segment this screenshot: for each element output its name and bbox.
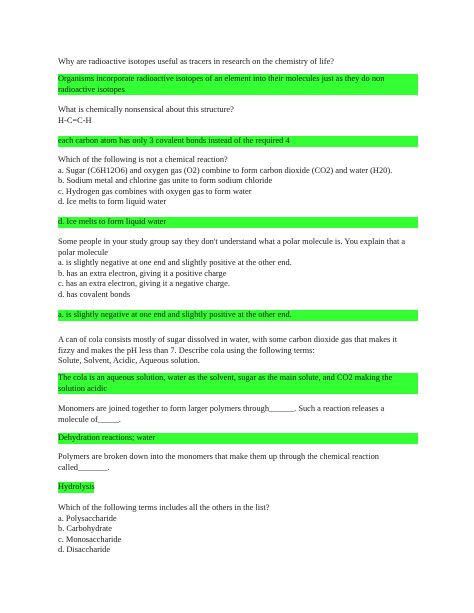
question-line: fizzy and makes the pH less than 7. Describe cola using the following terms: — [58, 345, 315, 355]
option-line: c. Monosaccharide — [58, 534, 122, 544]
question-2 — [58, 105, 418, 126]
option-line: c. has an extra electron, giving it a negative charge. — [58, 279, 230, 289]
question-line: A can of cola consists mostly of sugar dissolved in water, with some carbon dioxide gas that makes it — [58, 335, 398, 344]
question-line: Monomers are joined together to form larger polymers through______. Such a reaction releases a — [58, 404, 385, 413]
question-line: H-C=C-H — [58, 115, 92, 125]
option-line: b. Carbohydrate — [58, 524, 112, 534]
question-3 — [58, 155, 418, 208]
option-line: c. Hydrogen gas combines with oxygen gas to form water — [58, 186, 252, 196]
question-line: Solute, Solvent, Acidic, Aqueous solution. — [58, 356, 200, 366]
question-6 — [58, 404, 418, 425]
answer-text: Dehydration reactions; water — [58, 433, 156, 442]
question-line: What is chemically nonsensical about this structure? — [58, 105, 234, 114]
question-line: molecule of_____. — [58, 414, 121, 424]
answer-text: a. is slightly negative at one end and slightly positive at the other end. — [58, 310, 292, 319]
question-line: Which of the following is not a chemical reaction? — [58, 155, 228, 164]
answer-text: each carbon atom has only 3 covalent bonds instead of the required 4 — [58, 136, 290, 145]
question-line: Why are radioactive isotopes useful as tracers in research on the chemistry of life? — [58, 57, 335, 66]
answer-text: Organisms incorporate radioactive isotopes of an element into their molecules just as they do non radioactive isotopes — [58, 74, 385, 94]
question-line: Which of the following terms includes all the others in the list? — [58, 503, 270, 512]
question-4 — [58, 237, 418, 301]
option-line: b. Sodium metal and chlorine gas unite to form sodium chloride — [58, 176, 273, 186]
answer-6 — [58, 433, 418, 444]
question-line: Polymers are broken down into the monomers that make them up through the chemical reaction — [58, 452, 379, 461]
option-line: d. has covalent bonds — [58, 289, 131, 299]
question-line: Some people in your study group say they don't understand what a polar molecule is. You explain that a — [58, 237, 406, 246]
answer-3 — [58, 217, 418, 228]
option-line: a. is slightly negative at one end and slightly positive at the other end. — [58, 258, 292, 268]
option-line: a. Sugar (C6H12O6) and oxygen gas (O2) combine to form carbon dioxide (CO2) and water (H20). — [58, 165, 393, 175]
answer-1 — [58, 74, 418, 95]
question-7 — [58, 452, 418, 473]
answer-text: Hydrolysis — [58, 482, 95, 491]
answer-text: d. Ice melts to form liquid water — [58, 217, 167, 226]
question-5 — [58, 335, 418, 367]
option-line: d. Ice melts to form liquid water — [58, 197, 167, 207]
answer-5 — [58, 373, 418, 394]
question-8 — [58, 503, 418, 556]
question-1 — [58, 57, 418, 68]
option-line: a. Polysaccharide — [58, 513, 117, 523]
answer-7 — [58, 482, 94, 493]
question-line: polar molecule — [58, 247, 108, 257]
question-line: called_______. — [58, 462, 110, 472]
option-line: b. has an extra electron, giving it a positive charge — [58, 268, 227, 278]
option-line: d. Disaccharide — [58, 545, 111, 555]
answer-4 — [58, 310, 418, 321]
answer-text: The cola is an aqueous solution, water as the solvent, sugar as the main solute, and CO2 making the solution acidic — [58, 373, 393, 393]
answer-2 — [58, 136, 418, 147]
